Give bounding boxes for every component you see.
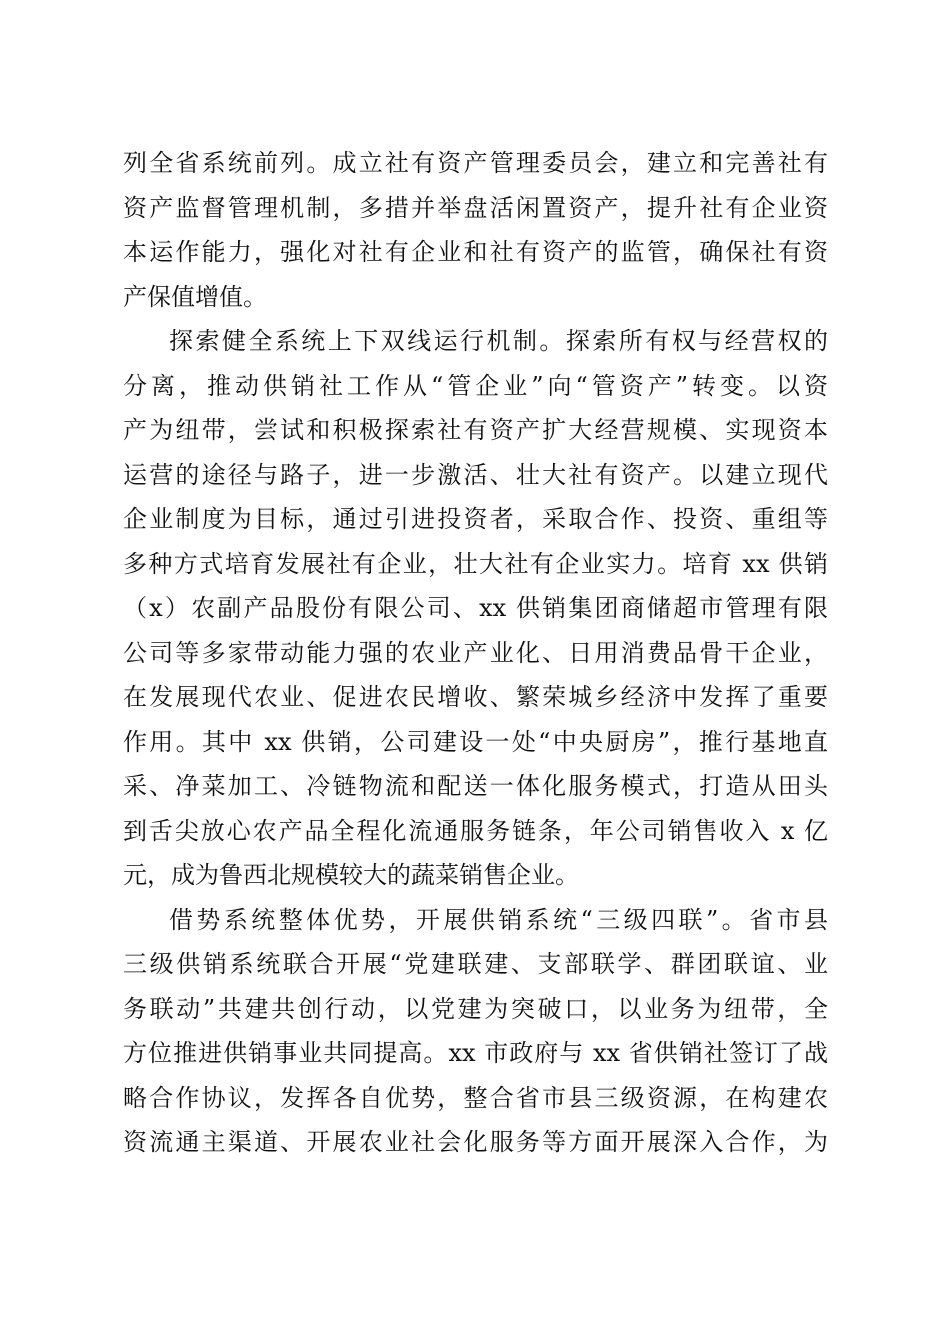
text-line: 列全省系统前列。成立社有资产管理委员会，建立和完善社有	[123, 149, 828, 177]
text-line: 产保值增值。	[123, 282, 267, 311]
text-line: 运营的途径与路子，进一步激活、壮大社有资产。以建立现代	[123, 460, 828, 489]
text-line: 作用。其中 xx 供销，公司建设一处“中央厨房”，推行基地直	[123, 727, 828, 756]
text-line: 到舌尖放心农产品全程化流通服务链条，年公司销售收入 x 亿	[123, 816, 828, 845]
text-line: （x）农副产品股份有限公司、xx 供销集团商储超市管理有限	[123, 594, 828, 622]
text-line: 本运作能力，强化对社有企业和社有资产的监管，确保社有资	[123, 238, 828, 266]
text-line: 采、净菜加工、冷链物流和配送一体化服务模式，打造从田头	[123, 772, 828, 800]
text-line: 企业制度为目标，通过引进投资者，采取合作、投资、重组等	[123, 505, 828, 533]
text-line: 在发展现代农业、促进农民增收、繁荣城乡经济中发挥了重要	[123, 683, 828, 711]
text-line: 资流通主渠道、开展农业社会化服务等方面开展深入合作，为	[123, 1128, 828, 1156]
text-line: 产为纽带，尝试和积极探索社有资产扩大经营规模、实现资本	[123, 416, 828, 444]
text-line: 三级供销系统联合开展“党建联建、支部联学、群团联谊、业	[123, 950, 828, 978]
text-line: 资产监督管理机制，多措并举盘活闲置资产，提升社有企业资	[123, 193, 828, 222]
text-line: 方位推进供销事业共同提高。xx 市政府与 xx 省供销社签订了战	[123, 1039, 828, 1067]
text-line: 借势系统整体优势，开展供销系统“三级四联”。省市县	[169, 905, 828, 934]
text-line: 分离，推动供销社工作从“管企业”向“管资产”转变。以资	[123, 371, 828, 400]
text-line: 多种方式培育发展社有企业，壮大社有企业实力。培育 xx 供销	[123, 549, 828, 578]
text-line: 略合作协议，发挥各自优势，整合省市县三级资源，在构建农	[123, 1083, 828, 1112]
text-line: 元，成为鲁西北规模较大的蔬菜销售企业。	[123, 861, 579, 889]
document-body	[123, 141, 828, 1165]
text-line: 公司等多家带动能力强的农业产业化、日用消费品骨干企业，	[123, 638, 828, 667]
text-line: 务联动”共建共创行动，以党建为突破口，以业务为纽带，全	[123, 994, 828, 1023]
text-line: 探索健全系统上下双线运行机制。探索所有权与经营权的	[169, 327, 828, 355]
